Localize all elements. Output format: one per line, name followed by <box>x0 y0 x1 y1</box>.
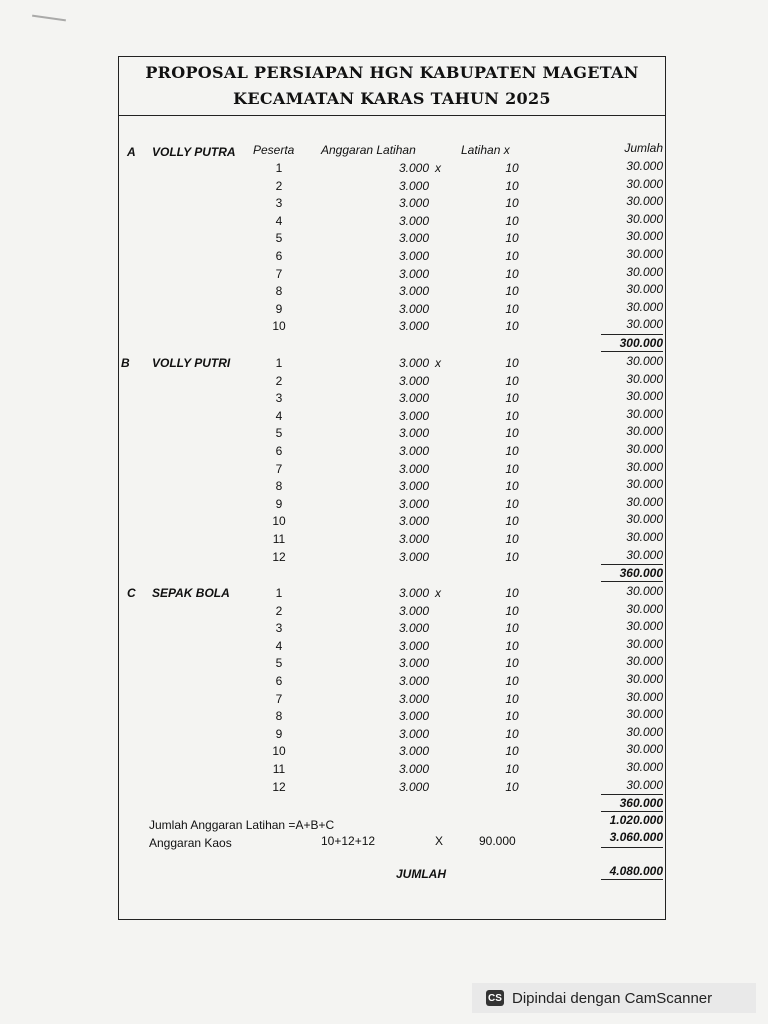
row-latihan: 10 <box>505 426 519 441</box>
row-jumlah: 30.000 <box>626 654 663 669</box>
row-latihan: 10 <box>505 356 519 370</box>
row-anggaran: 3.000 <box>398 779 429 794</box>
row-jumlah: 30.000 <box>626 317 663 332</box>
row-jumlah: 30.000 <box>626 159 663 173</box>
header-peserta: Peserta <box>253 143 295 157</box>
header-anggaran-latihan: Anggaran Latihan <box>321 143 416 157</box>
row-jumlah: 30.000 <box>626 282 663 297</box>
row-latihan: 10 <box>505 301 519 316</box>
row-jumlah: 30.000 <box>626 424 663 439</box>
row-anggaran: 3.000 <box>398 249 429 263</box>
row-latihan: 10 <box>505 779 519 794</box>
row-jumlah: 30.000 <box>626 636 663 651</box>
section-letter: B <box>121 356 130 370</box>
subtotal-rule <box>601 564 663 565</box>
document-title: PROPOSAL PERSIAPAN HGN KABUPATEN MAGETAN <box>145 63 639 82</box>
row-latihan: 10 <box>505 656 519 671</box>
row-anggaran: 3.000 <box>398 178 429 193</box>
jumlah-anggaran-value: 1.020.000 <box>609 813 663 827</box>
grand-total-rule <box>601 847 663 848</box>
row-jumlah: 30.000 <box>626 689 663 704</box>
row-peserta-number: 7 <box>275 691 283 706</box>
row-latihan: 10 <box>505 496 519 511</box>
row-jumlah: 30.000 <box>626 584 663 598</box>
row-jumlah: 30.000 <box>626 211 663 226</box>
subtotal-underline <box>601 351 663 352</box>
row-peserta-number: 6 <box>275 249 283 263</box>
row-peserta-number: 12 <box>272 779 286 794</box>
row-latihan: 10 <box>505 744 519 759</box>
row-anggaran: 3.000 <box>398 266 429 281</box>
row-latihan: 10 <box>505 373 519 388</box>
row-anggaran: 3.000 <box>398 231 429 246</box>
row-anggaran: 3.000 <box>398 674 429 688</box>
row-jumlah: 30.000 <box>626 264 663 279</box>
row-anggaran: 3.000 <box>398 161 429 175</box>
row-latihan: 10 <box>505 161 519 175</box>
row-latihan: 10 <box>505 231 519 246</box>
total-value: 4.080.000 <box>609 864 663 878</box>
subtotal-rule <box>601 794 663 795</box>
row-anggaran: 3.000 <box>398 444 429 458</box>
row-latihan: 10 <box>505 461 519 476</box>
row-peserta-number: 12 <box>272 549 286 564</box>
row-jumlah: 30.000 <box>626 530 663 544</box>
row-jumlah: 30.000 <box>626 477 663 492</box>
row-latihan: 10 <box>505 691 519 706</box>
row-latihan: 10 <box>505 532 519 546</box>
section-letter: C <box>127 586 136 600</box>
row-latihan: 10 <box>505 549 519 564</box>
row-jumlah: 30.000 <box>626 354 663 368</box>
row-anggaran: 3.000 <box>398 603 429 618</box>
row-anggaran: 3.000 <box>398 709 429 724</box>
row-peserta-number: 3 <box>275 391 283 406</box>
row-latihan: 10 <box>505 249 519 263</box>
title-box <box>119 57 665 116</box>
section-name: VOLLY PUTRI <box>152 356 231 370</box>
row-jumlah: 30.000 <box>626 742 663 757</box>
row-peserta-number: 3 <box>275 196 283 211</box>
row-anggaran: 3.000 <box>398 408 429 423</box>
row-anggaran: 3.000 <box>398 479 429 494</box>
document-subtitle: KECAMATAN KARAS TAHUN 2025 <box>233 89 551 108</box>
row-latihan: 10 <box>505 709 519 724</box>
row-peserta-number: 10 <box>272 514 286 529</box>
anggaran-kaos-count: 10+12+12 <box>321 834 376 848</box>
row-peserta-number: 5 <box>275 656 283 671</box>
row-anggaran: 3.000 <box>398 762 429 776</box>
row-anggaran: 3.000 <box>398 496 429 511</box>
row-jumlah: 30.000 <box>626 406 663 421</box>
row-latihan: 10 <box>505 726 519 741</box>
row-peserta-number: 5 <box>275 231 283 246</box>
row-peserta-number: 3 <box>275 621 283 636</box>
row-anggaran: 3.000 <box>398 586 429 600</box>
row-jumlah: 30.000 <box>626 619 663 634</box>
row-anggaran: 3.000 <box>398 319 429 334</box>
camscanner-badge <box>472 983 756 1013</box>
row-peserta-number: 8 <box>275 479 283 494</box>
row-anggaran: 3.000 <box>398 514 429 529</box>
row-anggaran: 3.000 <box>398 301 429 316</box>
row-jumlah: 30.000 <box>626 389 663 404</box>
row-latihan: 10 <box>505 479 519 494</box>
row-jumlah: 30.000 <box>626 724 663 739</box>
section-subtotal: 300.000 <box>619 336 663 350</box>
row-jumlah: 30.000 <box>626 707 663 722</box>
row-latihan: 10 <box>505 408 519 423</box>
row-anggaran: 3.000 <box>398 284 429 299</box>
row-peserta-number: 7 <box>275 461 283 476</box>
row-peserta-number: 10 <box>272 319 286 334</box>
row-anggaran: 3.000 <box>398 213 429 228</box>
row-peserta-number: 11 <box>272 762 286 776</box>
row-latihan: 10 <box>505 319 519 334</box>
row-anggaran: 3.000 <box>398 356 429 370</box>
row-latihan: 10 <box>505 196 519 211</box>
row-anggaran: 3.000 <box>398 196 429 211</box>
row-latihan: 10 <box>505 638 519 653</box>
row-latihan: 10 <box>505 603 519 618</box>
row-latihan: 10 <box>505 586 519 600</box>
row-jumlah: 30.000 <box>626 229 663 244</box>
section-name: VOLLY PUTRA <box>152 145 236 159</box>
row-anggaran: 3.000 <box>398 638 429 653</box>
row-jumlah: 30.000 <box>626 194 663 209</box>
header-jumlah: Jumlah <box>624 141 663 155</box>
row-peserta-number: 1 <box>275 356 283 370</box>
row-peserta-number: 4 <box>275 213 283 228</box>
row-jumlah: 30.000 <box>626 371 663 386</box>
total-label: JUMLAH <box>396 867 446 881</box>
row-anggaran: 3.000 <box>398 621 429 636</box>
row-anggaran: 3.000 <box>398 391 429 406</box>
header-latihan: Latihan x <box>461 143 510 157</box>
row-peserta-number: 8 <box>275 709 283 724</box>
row-jumlah: 30.000 <box>626 442 663 456</box>
row-anggaran: 3.000 <box>398 426 429 441</box>
row-peserta-number: 7 <box>275 266 283 281</box>
row-anggaran: 3.000 <box>398 726 429 741</box>
row-anggaran: 3.000 <box>398 373 429 388</box>
camscanner-icon: CS <box>486 990 504 1006</box>
row-peserta-number: 11 <box>272 532 286 546</box>
row-multiply-sign: x <box>435 356 441 370</box>
row-peserta-number: 6 <box>275 444 283 458</box>
row-latihan: 10 <box>505 213 519 228</box>
row-peserta-number: 6 <box>275 674 283 688</box>
row-latihan: 10 <box>505 444 519 458</box>
section-subtotal: 360.000 <box>619 566 663 581</box>
row-anggaran: 3.000 <box>398 656 429 671</box>
row-jumlah: 30.000 <box>626 760 663 774</box>
row-jumlah: 30.000 <box>626 601 663 616</box>
anggaran-kaos-price: 90.000 <box>479 834 516 848</box>
scan-mark <box>32 15 66 22</box>
row-jumlah: 30.000 <box>626 547 663 562</box>
proposal-document <box>118 56 666 920</box>
row-jumlah: 30.000 <box>626 299 663 314</box>
anggaran-kaos-multiply: X <box>435 834 444 848</box>
row-latihan: 10 <box>505 178 519 193</box>
jumlah-anggaran-label: Jumlah Anggaran Latihan =A+B+C <box>149 818 335 832</box>
row-jumlah: 30.000 <box>626 176 663 191</box>
section-name: SEPAK BOLA <box>152 586 230 600</box>
row-anggaran: 3.000 <box>398 461 429 476</box>
row-peserta-number: 2 <box>275 178 283 193</box>
row-latihan: 10 <box>505 284 519 299</box>
row-peserta-number: 1 <box>275 586 283 600</box>
row-multiply-sign: x <box>435 586 441 600</box>
row-peserta-number: 2 <box>275 373 283 388</box>
row-anggaran: 3.000 <box>398 744 429 759</box>
anggaran-kaos-label: Anggaran Kaos <box>149 836 232 850</box>
row-latihan: 10 <box>505 514 519 529</box>
row-peserta-number: 1 <box>275 161 283 175</box>
anggaran-kaos-value: 3.060.000 <box>609 830 663 844</box>
row-peserta-number: 9 <box>275 496 283 511</box>
row-anggaran: 3.000 <box>398 691 429 706</box>
row-peserta-number: 9 <box>275 301 283 316</box>
row-latihan: 10 <box>505 391 519 406</box>
row-jumlah: 30.000 <box>626 459 663 474</box>
subtotal-rule <box>601 334 663 335</box>
row-latihan: 10 <box>505 266 519 281</box>
row-peserta-number: 2 <box>275 603 283 618</box>
row-jumlah: 30.000 <box>626 672 663 686</box>
row-jumlah: 30.000 <box>626 494 663 509</box>
row-peserta-number: 4 <box>275 408 283 423</box>
camscanner-label: Dipindai dengan CamScanner <box>512 989 713 1007</box>
section-subtotal: 360.000 <box>619 796 663 811</box>
subtotal-underline <box>601 581 663 582</box>
row-latihan: 10 <box>505 674 519 688</box>
row-jumlah: 30.000 <box>626 247 663 261</box>
section-letter: A <box>127 145 136 159</box>
row-latihan: 10 <box>505 762 519 776</box>
row-peserta-number: 4 <box>275 638 283 653</box>
row-peserta-number: 10 <box>272 744 286 759</box>
row-latihan: 10 <box>505 621 519 636</box>
row-jumlah: 30.000 <box>626 512 663 527</box>
row-peserta-number: 9 <box>275 726 283 741</box>
row-jumlah: 30.000 <box>626 777 663 792</box>
row-peserta-number: 5 <box>275 426 283 441</box>
row-anggaran: 3.000 <box>398 532 429 546</box>
row-peserta-number: 8 <box>275 284 283 299</box>
row-multiply-sign: x <box>435 161 441 175</box>
row-anggaran: 3.000 <box>398 549 429 564</box>
grand-total-underline <box>601 879 663 880</box>
